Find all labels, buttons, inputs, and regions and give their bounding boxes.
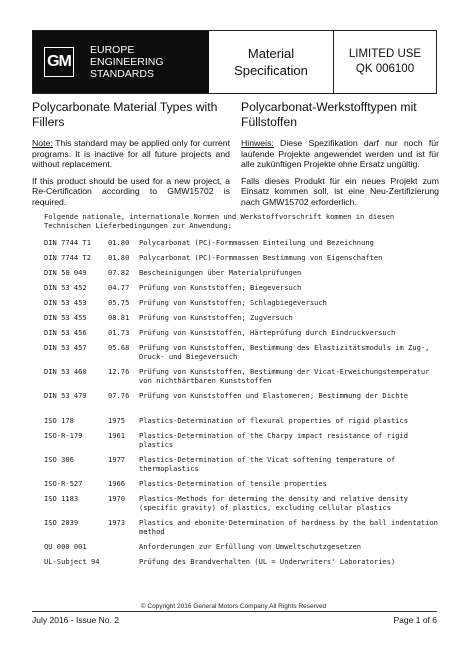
standard-title: Plastics and ebonite-Determination of hardness by the ball indentation method	[139, 518, 438, 536]
org-name: EUROPE ENGINEERING STANDARDS	[90, 44, 164, 80]
standard-title: Prüfung von Kunststoffen, Bestimmung des Elastizitätsmoduls im Zug-, Druck- und Biegeversuch	[139, 343, 430, 361]
standard-row	[44, 367, 444, 385]
standard-row	[44, 313, 444, 322]
standard-title: Prüfung von Kunststoffen, Härteprüfung durch Eindruckversuch	[139, 328, 396, 337]
note-en: Note: This standard may be applied only for current programs. It is inactive for all future projects and without replacement.	[32, 138, 230, 170]
standard-row	[44, 391, 444, 400]
standard-year	[108, 557, 139, 566]
english-column	[32, 100, 230, 214]
standard-code: DIN 53 452	[44, 283, 87, 292]
status: LIMITED USE	[348, 48, 422, 60]
standard-year: 05.68	[108, 343, 130, 352]
standard-title: Prüfung von Kunststoffen; Zugversuch	[139, 313, 293, 322]
standard-code: DIN 50 049	[44, 268, 87, 277]
standard-row	[44, 268, 444, 277]
standard-title: Plastics-Determination of the Vicat softening temperature of thermoplastics	[139, 455, 396, 473]
recert-en: If this product should be used for a new project, a Re-Certification according to GMW15702 is required.	[32, 175, 230, 207]
issue-date: July 2016 - Issue No. 2	[32, 615, 119, 625]
standard-title: Plastics-Determination of tensile properties	[139, 479, 327, 488]
standard-year: 12.76	[108, 367, 130, 376]
standard-year: 01.73	[108, 328, 130, 337]
standard-row	[44, 557, 444, 566]
standard-code: DIN 7744 T2	[44, 253, 91, 262]
title-en: Polycarbonate Material Types with Fillers	[32, 100, 218, 129]
standard-code: ISO 2039	[44, 518, 79, 527]
standard-year: 1973	[108, 518, 126, 527]
standard-code: ISO-R-179	[44, 431, 83, 440]
standard-year: 07.82	[108, 268, 130, 277]
header-box	[32, 30, 437, 94]
standard-code: DIN 53 460	[44, 367, 87, 376]
standard-row	[44, 298, 444, 307]
header-brand	[33, 31, 209, 93]
standard-title: Prüfung von Kunststoffen und Elastomeren; Bestimmung der Dichte	[139, 391, 409, 400]
standard-year: 05.75	[108, 298, 130, 307]
standard-year: 1961	[108, 431, 126, 440]
standard-row	[44, 416, 444, 425]
standard-year: 01.80	[108, 238, 130, 247]
standard-title: Prüfung von Kunststoffen, Bestimmung der Vicat-Erweichungstemperatur von nichthärtbaren Kunststoffen	[139, 367, 430, 385]
doc-type: Material Specification	[209, 31, 334, 93]
standard-row	[44, 431, 444, 449]
standard-row	[44, 238, 444, 247]
standard-title: Prüfung von Kunststoffen; Biegeversuch	[139, 283, 302, 292]
standard-row	[44, 328, 444, 337]
standard-code: DIN 53 479	[44, 391, 87, 400]
standard-year: 08.81	[108, 313, 130, 322]
copyright: © Copyright 2016 General Motors Company All Rights Reserved	[140, 603, 327, 610]
doc-id	[334, 31, 436, 93]
standard-row	[44, 518, 444, 536]
standard-code: ISO 306	[44, 455, 74, 464]
standard-row	[44, 343, 444, 361]
standard-year: 04.77	[108, 283, 130, 292]
standard-code: UL-Subject 94	[44, 557, 100, 566]
standard-year	[108, 542, 139, 551]
standard-year: 1970	[108, 494, 126, 503]
standard-row	[44, 283, 444, 292]
standard-code: DIN 53 456	[44, 328, 87, 337]
standard-code: ISO 178	[44, 416, 74, 425]
standard-title: Anforderungen zur Erfüllung von Umweltschutzgesetzen	[139, 542, 362, 551]
standard-title: Prüfung von Kunststoffen; Schlagbiegeversuch	[139, 298, 327, 307]
note-de: Hinweis: Diese Spezifikation darf nur noch für laufende Projekte angewendet werden und ist für alle zukünftigen Projekte ohne Ersatz ungültig.	[241, 138, 439, 170]
standard-title: Polycarbonat (PC)-Formmassen Bestimmung von Eigenschaften	[139, 253, 383, 262]
standard-title: Plastics-Determination of flexural properties of rigid plastics	[139, 416, 409, 425]
standard-code: DIN 53 457	[44, 343, 87, 352]
standard-year: 1966	[108, 479, 126, 488]
standard-year: 07.76	[108, 391, 130, 400]
standard-row	[44, 455, 444, 473]
standard-row	[44, 542, 444, 551]
scanned-standards-list	[44, 212, 444, 572]
standard-code: DIN 53 453	[44, 298, 87, 307]
standard-title: Plastics-Methods for determing the density and relative density (specific gravity) of plastics, excluding cellular plastics	[139, 494, 409, 512]
footer-divider	[32, 611, 437, 612]
doc-number: QK 006100	[355, 63, 415, 75]
standard-year: 1975	[108, 416, 126, 425]
german-column	[241, 100, 439, 214]
list-intro: Folgende nationale, internationale Normen und Werkstoffvorschrift kommen in diesen Technischen Lieferbedingungen zur Anwendung:	[44, 212, 395, 230]
standard-year: 01.80	[108, 253, 130, 262]
standard-row	[44, 494, 444, 512]
page-number: Page 1 of 6	[393, 615, 437, 625]
gm-logo: GM	[44, 47, 74, 77]
standard-title: Plastics-Determination of the Charpy impact resistance of rigid plastics	[139, 431, 409, 449]
standard-title: Prüfung des Brandverhalten (UL = Underwriters' Laboratories)	[139, 557, 396, 566]
standard-code: QU 000 001	[44, 542, 87, 551]
standard-row	[44, 479, 444, 488]
standard-row	[44, 253, 444, 262]
title-de: Polycarbonat-Werkstofftypen mit Füllstoffen	[241, 100, 417, 129]
standard-code: DIN 53 455	[44, 313, 87, 322]
standard-title: Bescheinigungen über Materialprüfungen	[139, 268, 302, 277]
recert-de: Falls dieses Produkt für ein neues Projekt zum Einsatz kommen soll, ist eine Neu-Zertifizierung nach GMW15702 erforderlich.	[241, 175, 439, 207]
standard-code: ISO-R-527	[44, 479, 83, 488]
standard-code: ISO 1183	[44, 494, 79, 503]
standard-title: Polycarbonat (PC)-Formmassen Einteilung und Bezeichnung	[139, 238, 374, 247]
standard-year: 1977	[108, 455, 126, 464]
standard-code: DIN 7744 T1	[44, 238, 91, 247]
